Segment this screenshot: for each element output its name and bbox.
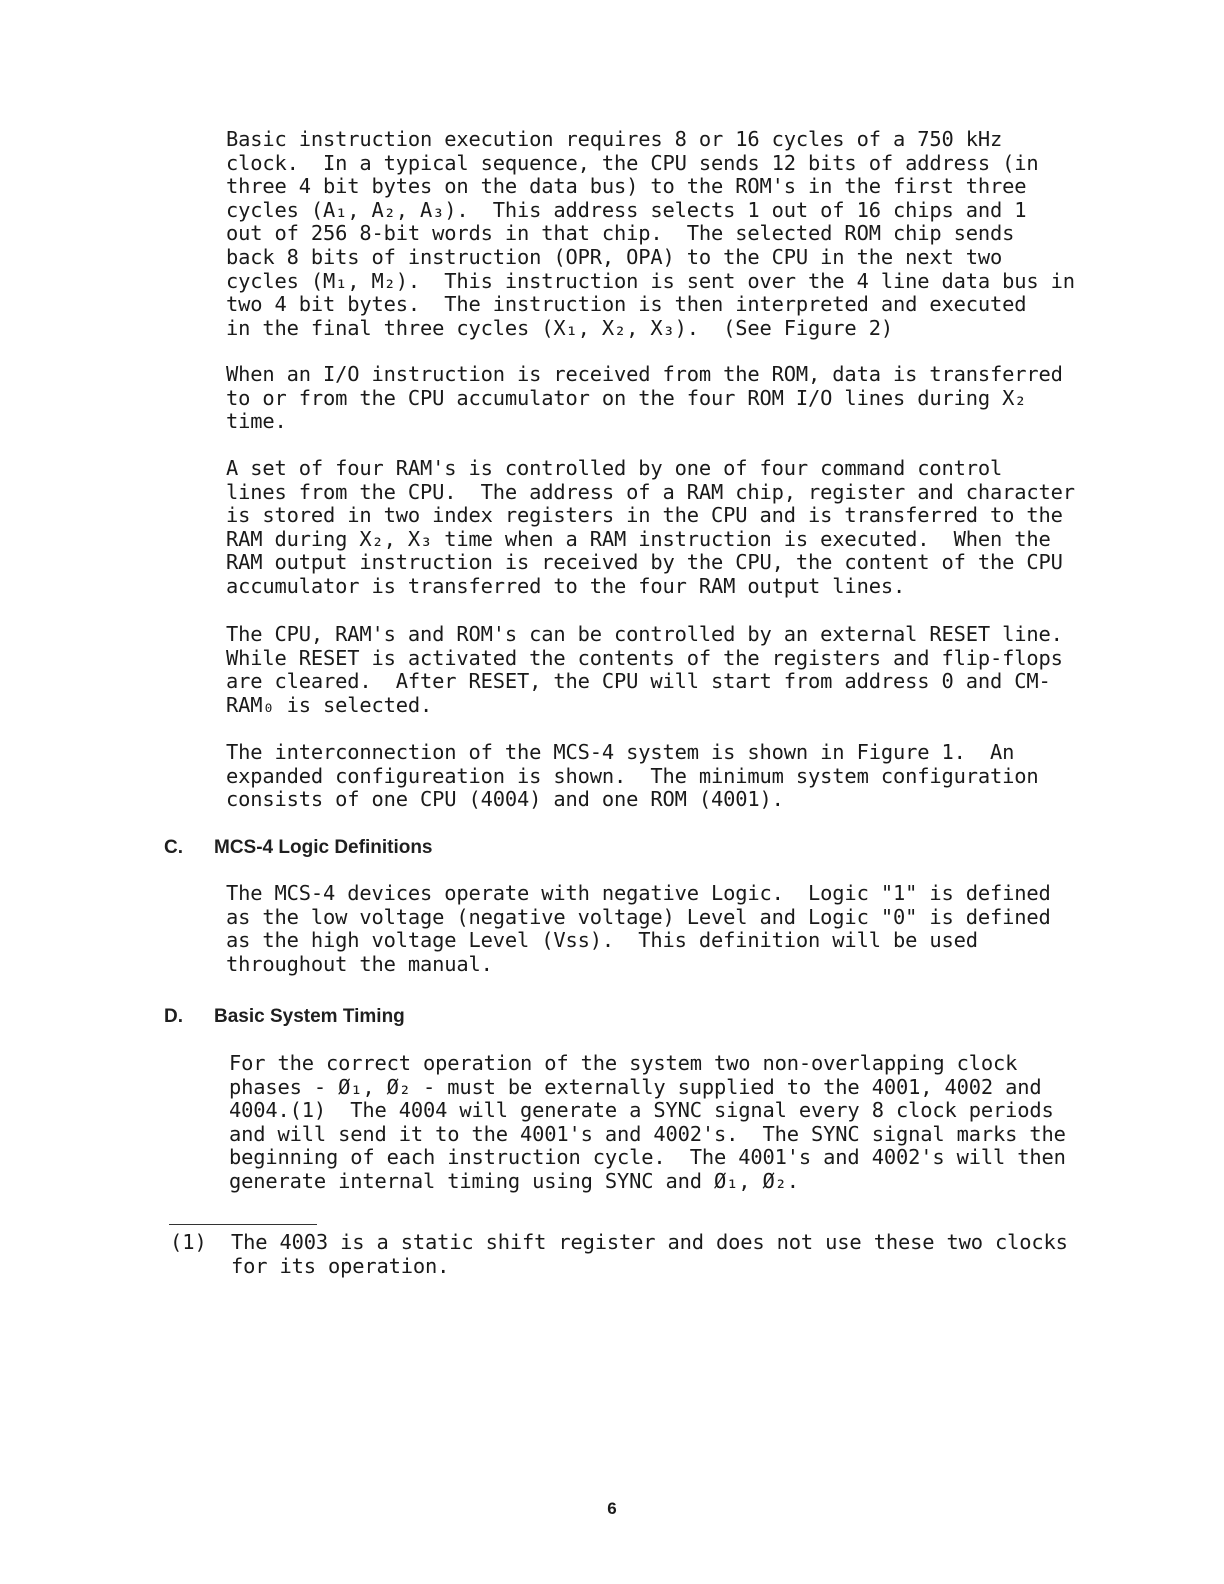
paragraph-ram-control (226, 457, 1075, 599)
text-line: The interconnection of the MCS-4 system is shown in Figure 1. An (226, 740, 1015, 764)
paragraph-reset (226, 623, 1063, 717)
section-letter: C. (164, 837, 183, 858)
text-line: beginning of each instruction cycle. The 4001's and 4002's will then (229, 1145, 1066, 1170)
text-line: When an I/O instruction is received from the ROM, data is transferred (226, 362, 1063, 386)
paragraph-system-timing (229, 1052, 1066, 1194)
text-line: accumulator is transferred to the four RAM output lines. (226, 573, 906, 598)
text-line: 4004.(1) The 4004 will generate a SYNC signal every 8 clock periods (229, 1098, 1054, 1123)
paragraph-io-instruction (226, 363, 1063, 434)
text-line: for its operation. (231, 1253, 450, 1278)
text-line: RAM during X₂, X₃ time when a RAM instruction is executed. When the (226, 526, 1051, 551)
text-line: RAM output instruction is received by the CPU, the content of the CPU (226, 550, 1063, 575)
text-line: phases - Ø₁, Ø₂ - must be externally supplied to the 4001, 4002 and (229, 1074, 1042, 1099)
text-line: cycles (M₁, M₂). This instruction is sent over the 4 line data bus in (226, 268, 1075, 293)
text-line: generate internal timing using SYNC and Ø₁, Ø₂. (229, 1168, 799, 1193)
text-line: as the low voltage (negative voltage) Level and Logic "0" is defined (226, 904, 1051, 929)
text-line: Basic instruction execution requires 8 or 16 cycles of a 750 kHz (226, 127, 1003, 151)
paragraph-instruction-execution (226, 128, 1075, 340)
text-line: consists of one CPU (4004) and one ROM (4001). (226, 787, 784, 812)
text-line: are cleared. After RESET, the CPU will start from address 0 and CM- (226, 669, 1051, 694)
text-line: The CPU, RAM's and ROM's can be controlled by an external RESET line. (226, 622, 1063, 646)
footnote-text (231, 1231, 1068, 1278)
text-line: clock. In a typical sequence, the CPU sends 12 bits of address (in (226, 150, 1039, 175)
text-line: is stored in two index registers in the CPU and is transferred to the (226, 503, 1063, 528)
text-line: cycles (A₁, A₂, A₃). This address selects 1 out of 16 chips and 1 (226, 197, 1027, 222)
text-line: RAM₀ is selected. (226, 692, 433, 717)
text-line: out of 256 8-bit words in that chip. The selected ROM chip sends (226, 221, 1015, 246)
text-line: time. (226, 409, 287, 434)
text-line: back 8 bits of instruction (OPR, OPA) to the CPU in the next two (226, 244, 1003, 269)
paragraph-interconnection (226, 741, 1038, 812)
text-line: and will send it to the 4001's and 4002's. The SYNC signal marks the (229, 1121, 1066, 1146)
section-title: Basic System Timing (214, 1006, 405, 1027)
section-title: MCS-4 Logic Definitions (214, 837, 433, 858)
text-line: For the correct operation of the system two non-overlapping clock (229, 1051, 1018, 1075)
text-line: The MCS-4 devices operate with negative Logic. Logic "1" is defined (226, 881, 1051, 905)
text-line: in the final three cycles (X₁, X₂, X₃). (See Figure 2) (226, 315, 893, 340)
page-number: 6 (607, 1499, 617, 1518)
paragraph-logic-definitions (226, 882, 1051, 976)
footnote-marker: (1) (170, 1230, 207, 1254)
text-line: as the high voltage Level (Vss). This definition will be used (226, 928, 978, 953)
text-line: lines from the CPU. The address of a RAM chip, register and character (226, 479, 1075, 504)
text-line: two 4 bit bytes. The instruction is then interpreted and executed (226, 292, 1027, 317)
text-line: While RESET is activated the contents of the registers and flip-flops (226, 645, 1063, 670)
footnote-rule (169, 1224, 317, 1225)
text-line: A set of four RAM's is controlled by one of four command control (226, 456, 1003, 480)
text-line: expanded configureation is shown. The minimum system configuration (226, 763, 1039, 788)
text-line: The 4003 is a static shift register and does not use these two clocks (231, 1230, 1068, 1254)
text-line: to or from the CPU accumulator on the four ROM I/O lines during X₂ (226, 385, 1027, 410)
section-letter: D. (164, 1006, 183, 1027)
text-line: throughout the manual. (226, 951, 493, 976)
text-line: three 4 bit bytes on the data bus) to the ROM's in the first three (226, 174, 1027, 199)
